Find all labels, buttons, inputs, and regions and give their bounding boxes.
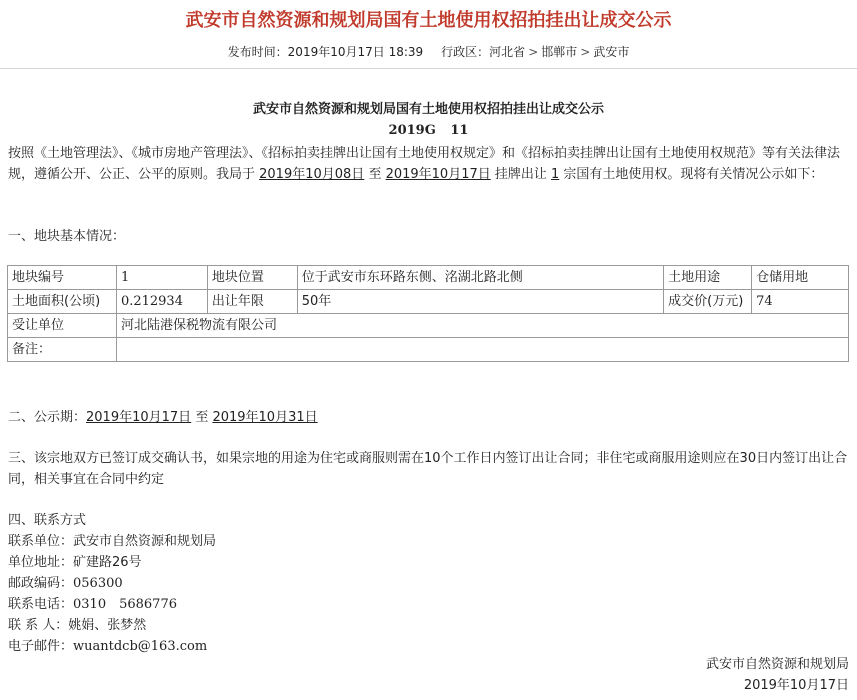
value-buyer: 河北陆港保税物流有限公司 <box>116 314 848 338</box>
header-divider <box>0 68 857 69</box>
label-land-use: 土地用途 <box>664 266 752 290</box>
breadcrumb <box>489 45 629 59</box>
region-label: 行政区： <box>441 45 490 59</box>
breadcrumb-province[interactable]: 河北省 <box>489 45 526 59</box>
breadcrumb-city[interactable]: 邯郸市 <box>541 45 578 59</box>
label-remark: 备注： <box>8 338 117 362</box>
value-location: 位于武安市东环路东侧、洺湖北路北侧 <box>297 266 663 290</box>
intro-start-date: 2019年10月08日 <box>259 167 365 182</box>
label-parcel-id: 地块编号 <box>8 266 117 290</box>
chevron-right-icon: > <box>580 45 591 59</box>
table-row <box>8 266 849 290</box>
intro-to: 至 <box>364 167 386 182</box>
publicity-start-date: 2019年10月17日 <box>86 410 192 425</box>
intro-text-3: 宗国有土地使用权。现将有关情况公示如下： <box>559 167 824 182</box>
contact-email-value: wuantdcb@163.com <box>73 639 208 654</box>
publish-meta <box>0 43 857 61</box>
section1-heading: 一、地块基本情况： <box>8 229 126 244</box>
publicity-to: 至 <box>191 410 213 425</box>
label-area: 土地面积(公顷) <box>8 290 117 314</box>
contact-postcode <box>8 573 850 594</box>
publicity-end-date: 2019年10月31日 <box>212 410 318 425</box>
section4-heading: 四、联系方式 <box>8 513 87 528</box>
contact-email <box>8 636 850 657</box>
label-price: 成交价(万元) <box>664 290 752 314</box>
value-parcel-id: 1 <box>116 266 207 290</box>
label-buyer: 受让单位 <box>8 314 117 338</box>
notice-number: 2019G 11 <box>388 123 469 138</box>
value-term: 50年 <box>297 290 663 314</box>
value-remark <box>116 338 848 362</box>
contact-phone-label: 联系电话： <box>8 597 74 612</box>
contact-postcode-label: 邮政编码： <box>8 576 74 591</box>
contact-person-label: 联 系 人： <box>8 618 69 633</box>
table-row <box>8 290 849 314</box>
value-land-use: 仓储用地 <box>752 266 849 290</box>
notice-title: 武安市自然资源和规划局国有土地使用权招拍挂出让成交公示 <box>252 102 604 117</box>
contact-person <box>8 615 850 636</box>
value-area: 0.212934 <box>116 290 207 314</box>
contact-unit <box>8 531 850 552</box>
publish-time: 2019年10月17日 18:39 <box>287 45 424 59</box>
contact-phone-value: 0310 5686776 <box>73 597 177 612</box>
section2-paragraph <box>8 407 850 428</box>
intro-text-2: 挂牌出让 <box>490 167 552 182</box>
publish-label: 发布时间： <box>227 45 288 59</box>
breadcrumb-county[interactable]: 武安市 <box>593 45 630 59</box>
contact-unit-label: 联系单位： <box>8 534 74 549</box>
table-row <box>8 314 849 338</box>
section2-heading: 二、公示期： <box>8 410 87 425</box>
contact-unit-value: 武安市自然资源和规划局 <box>73 534 217 549</box>
land-info-table <box>7 265 849 362</box>
contact-phone <box>8 594 850 615</box>
label-location: 地块位置 <box>207 266 297 290</box>
section3-paragraph: 三、该宗地双方已签订成交确认书，如果宗地的用途为住宅或商服则需在10个工作日内签订出让合同；非住宅或商服用途则应在30日内签订出让合同，相关事宜在合同中约定 <box>8 451 848 487</box>
signature-date: 2019年10月17日 <box>743 678 849 693</box>
page-title: 武安市自然资源和规划局国有土地使用权招拍挂出让成交公示 <box>185 10 672 31</box>
label-term: 出让年限 <box>207 290 297 314</box>
contact-person-value: 姚娟、张梦然 <box>68 618 147 633</box>
chevron-right-icon: > <box>528 45 539 59</box>
intro-count: 1 <box>551 167 560 182</box>
contact-email-label: 电子邮件： <box>8 639 74 654</box>
intro-end-date: 2019年10月17日 <box>385 167 491 182</box>
contact-info <box>8 531 850 657</box>
intro-text-1: 按照《土地管理法》、《城市房地产管理法》、《招标拍卖挂牌出让国有土地使用权规定》和《招标拍卖挂牌出让国有土地使用权规范》等有关法律法规，遵循公开、公正、公平的原则。我局于 <box>8 146 841 182</box>
contact-address-label: 单位地址： <box>8 555 74 570</box>
intro-paragraph <box>8 143 850 185</box>
table-row <box>8 338 849 362</box>
contact-address-value: 矿建路26号 <box>73 555 142 570</box>
signature-org: 武安市自然资源和规划局 <box>705 657 849 672</box>
contact-address <box>8 552 850 573</box>
contact-postcode-value: 056300 <box>73 576 123 591</box>
value-price: 74 <box>752 290 849 314</box>
